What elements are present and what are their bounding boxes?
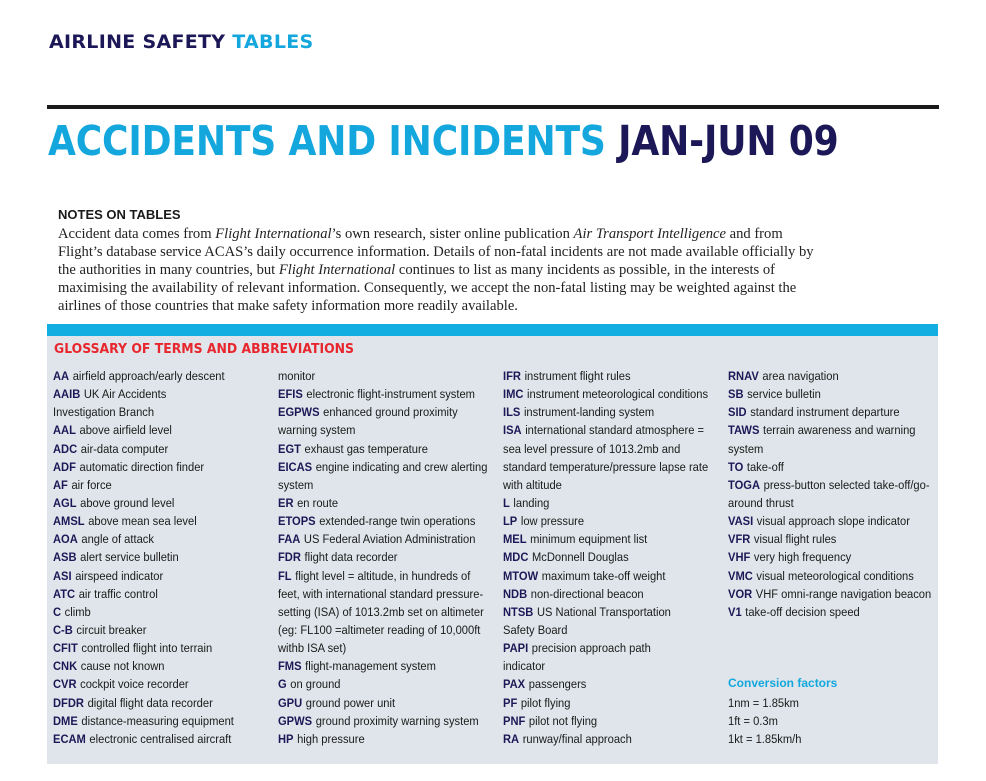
glossary-entry	[278, 440, 485, 458]
glossary-abbreviation: PF	[503, 695, 518, 710]
glossary-entry	[278, 621, 485, 639]
glossary-entry	[53, 712, 260, 730]
glossary-entry	[278, 730, 485, 748]
glossary-definition: above mean sea level	[88, 514, 197, 529]
glossary-entry	[728, 512, 935, 530]
glossary-definition: (eg: FL100 =altimeter reading of 10,000ft	[278, 622, 481, 637]
glossary-entry	[278, 512, 485, 530]
glossary-abbreviation: SB	[728, 387, 744, 402]
glossary-definition: airspeed indicator	[75, 568, 164, 583]
glossary-abbreviation: MEL	[503, 532, 527, 547]
glossary-definition: airfield approach/early descent	[72, 369, 225, 383]
glossary-entry	[728, 403, 935, 421]
glossary-entry	[728, 530, 935, 548]
glossary-definition: passengers	[528, 677, 587, 692]
glossary-entry	[278, 367, 485, 385]
glossary-entry	[53, 675, 260, 693]
glossary-definition: air traffic control	[78, 586, 158, 601]
glossary-entry	[503, 421, 710, 439]
glossary-abbreviation: GPU	[278, 695, 303, 710]
glossary-abbreviation: FAA	[278, 532, 301, 547]
glossary-abbreviation: FL	[278, 568, 292, 583]
glossary-entry	[503, 585, 710, 603]
glossary-abbreviation: ASB	[53, 550, 77, 565]
glossary-definition: pilot flying	[520, 695, 571, 710]
glossary-abbreviation: LP	[503, 514, 518, 529]
glossary-definition: above airfield level	[79, 423, 172, 438]
glossary-definition: air force	[71, 477, 112, 492]
glossary-abbreviation: HP	[278, 731, 294, 746]
glossary-entry	[503, 730, 710, 748]
glossary-entry	[728, 367, 935, 385]
glossary-entry	[53, 367, 260, 385]
glossary-entry	[728, 458, 935, 476]
glossary-definition: enhanced ground proximity	[323, 405, 458, 420]
glossary-definition: monitor	[278, 369, 316, 383]
glossary-entry	[278, 603, 485, 621]
glossary-entry	[728, 494, 935, 512]
glossary-definition: with altitude	[503, 477, 562, 492]
glossary-entry	[503, 458, 710, 476]
glossary-title: GLOSSARY OF TERMS AND ABBREVIATIONS	[54, 341, 354, 357]
glossary-abbreviation: EICAS	[278, 459, 313, 474]
glossary-abbreviation: RNAV	[728, 369, 759, 383]
glossary-entry	[278, 585, 485, 603]
glossary-entry	[503, 385, 710, 403]
glossary-definition: alert service bulletin	[80, 550, 179, 565]
glossary-definition: international standard atmosphere =	[525, 423, 705, 438]
glossary-definition: standard instrument departure	[750, 405, 900, 420]
glossary-abbreviation: AA	[53, 369, 70, 383]
glossary-definition: precision approach path	[531, 641, 651, 656]
glossary-definition: visual meteorological conditions	[756, 568, 914, 583]
section-tag-accent: TABLES	[232, 31, 314, 53]
glossary-entry	[278, 548, 485, 566]
glossary-abbreviation: IMC	[503, 387, 524, 402]
glossary-entry	[728, 440, 935, 458]
glossary-abbreviation: ER	[278, 495, 294, 510]
glossary-definition: flight-management system	[305, 659, 436, 674]
glossary-entry	[503, 621, 710, 639]
section-tag	[49, 31, 314, 53]
glossary-abbreviation: SID	[728, 405, 747, 420]
glossary-definition: automatic direction finder	[79, 459, 205, 474]
glossary-entry	[278, 494, 485, 512]
glossary-entry	[503, 548, 710, 566]
section-tag-dark: AIRLINE SAFETY	[49, 31, 226, 53]
glossary-definition: US Federal Aviation Administration	[303, 532, 476, 547]
glossary-definition: circuit breaker	[76, 622, 147, 637]
glossary-abbreviation: VMC	[728, 568, 753, 583]
glossary-column-3	[503, 367, 733, 748]
glossary-entry	[278, 421, 485, 439]
glossary-abbreviation: RA	[503, 731, 520, 746]
glossary-definition: above ground level	[80, 495, 175, 510]
glossary-entry	[728, 421, 935, 439]
glossary-entry	[53, 548, 260, 566]
glossary-definition: feet, with international standard pressure-	[278, 586, 484, 601]
glossary-entry	[503, 530, 710, 548]
glossary-definition: very high frequency	[753, 550, 852, 565]
glossary-definition: exhaust gas temperature	[304, 441, 428, 456]
glossary-abbreviation: DFDR	[53, 695, 84, 710]
glossary-entry	[278, 694, 485, 712]
glossary-definition: instrument flight rules	[524, 369, 631, 383]
glossary-entry	[728, 385, 935, 403]
glossary-entry	[503, 694, 710, 712]
glossary-column-2	[278, 367, 508, 748]
glossary-abbreviation: IFR	[503, 369, 521, 383]
glossary-abbreviation: ECAM	[53, 731, 86, 746]
glossary-abbreviation: AAIB	[53, 387, 81, 402]
conversion-line: 1nm = 1.85km	[728, 696, 799, 710]
conversion-list	[728, 694, 810, 748]
glossary-entry	[728, 476, 935, 494]
glossary-entry	[503, 476, 710, 494]
glossary-definition: UK Air Accidents	[83, 387, 167, 402]
glossary-definition: indicator	[503, 659, 546, 674]
glossary-abbreviation: MDC	[503, 550, 529, 565]
glossary-definition: minimum equipment list	[530, 532, 648, 547]
notes-text-3: and from Flight’s database service ACAS’s daily occurrence information. Details of non-fatal incidents are not made available officially by the authorities in many countries, but	[58, 226, 814, 279]
glossary-abbreviation: MTOW	[503, 568, 539, 583]
glossary-abbreviation: TOGA	[728, 477, 761, 492]
glossary-abbreviation: ASI	[53, 568, 72, 583]
glossary-abbreviation: EGT	[278, 441, 301, 456]
glossary-entry	[53, 512, 260, 530]
glossary-abbreviation: AAL	[53, 423, 76, 438]
glossary-entry	[53, 621, 260, 639]
glossary-definition: air-data computer	[80, 441, 169, 456]
glossary-definition: system	[278, 477, 314, 492]
glossary-column-4	[728, 367, 958, 621]
notes-italic-1: Flight International	[215, 226, 332, 242]
glossary-entry	[53, 530, 260, 548]
glossary-abbreviation: VASI	[728, 514, 754, 529]
glossary-entry	[503, 512, 710, 530]
glossary-definition: visual approach slope indicator	[756, 514, 910, 529]
glossary-abbreviation: AF	[53, 477, 68, 492]
glossary-entry	[53, 458, 260, 476]
notes-text-2: ’s own research, sister online publication	[331, 226, 574, 242]
glossary-entry	[53, 440, 260, 458]
glossary-entry	[503, 367, 710, 385]
glossary-definition: take-off	[746, 459, 784, 474]
glossary-entry	[278, 385, 485, 403]
glossary-entry	[278, 476, 485, 494]
glossary-definition: flight level = altitude, in hundreds of	[295, 568, 471, 583]
glossary-entry	[278, 403, 485, 421]
glossary-entry	[53, 494, 260, 512]
glossary-entry	[53, 476, 260, 494]
glossary-entry	[53, 603, 260, 621]
glossary-entry	[53, 585, 260, 603]
glossary-definition: instrument-landing system	[523, 405, 655, 420]
glossary-definition: low pressure	[520, 514, 585, 529]
glossary-entry	[53, 385, 260, 403]
glossary-entry	[53, 639, 260, 657]
notes-title: NOTES ON TABLES	[58, 207, 181, 222]
glossary-entry	[278, 458, 488, 476]
glossary-abbreviation: C	[53, 604, 62, 619]
notes-body	[58, 225, 828, 315]
glossary-entry	[278, 712, 485, 730]
glossary-definition: engine indicating and crew alerting	[315, 459, 488, 474]
glossary-definition: Safety Board	[503, 622, 568, 637]
glossary-entry	[503, 657, 710, 675]
glossary-entry	[53, 567, 260, 585]
glossary-definition: non-directional beacon	[530, 586, 644, 601]
glossary-abbreviation: PAPI	[503, 641, 529, 656]
glossary-definition: distance-measuring equipment	[81, 713, 234, 728]
glossary-definition: cause not known	[80, 659, 165, 674]
glossary-abbreviation: ISA	[503, 423, 522, 438]
glossary-definition: warning system	[278, 423, 356, 438]
glossary-entry	[53, 657, 260, 675]
glossary-abbreviation: TAWS	[728, 423, 760, 438]
glossary-entry	[503, 494, 710, 512]
conversion-line: 1ft = 0.3m	[728, 714, 778, 729]
glossary-definition: electronic centralised aircraft	[89, 731, 232, 746]
glossary-entry	[503, 567, 710, 585]
glossary-definition: take-off decision speed	[745, 604, 860, 619]
glossary-abbreviation: VOR	[728, 586, 753, 601]
glossary-definition: setting (ISA) of 1013.2mb set on altimeter	[278, 604, 484, 619]
glossary-definition: high pressure	[297, 731, 365, 746]
glossary-definition: digital flight data recorder	[87, 695, 213, 710]
glossary-definition: extended-range twin operations	[319, 514, 476, 529]
glossary-abbreviation: L	[503, 495, 510, 510]
glossary-definition: US National Transportation	[536, 604, 671, 619]
title-dark: JAN-JUN 09	[618, 117, 839, 165]
glossary-entry	[728, 548, 935, 566]
notes-text-4: continues to list as many incidents as possible, in the interests of maximising the availability of relevant information. Consequently, we accept the non-fatal listing may be weighted against the airlines of those countries that make safety information more readily available.	[58, 262, 797, 315]
glossary-definition: standard temperature/pressure lapse rate	[503, 459, 709, 474]
glossary-definition: system	[728, 441, 764, 456]
glossary-abbreviation: CFIT	[53, 641, 78, 656]
glossary-abbreviation: ADF	[53, 459, 76, 474]
glossary-entry	[728, 567, 935, 585]
glossary-abbreviation: AOA	[53, 532, 78, 547]
glossary-entry	[503, 675, 710, 693]
glossary-abbreviation: PAX	[503, 677, 526, 692]
glossary-abbreviation: ATC	[53, 586, 76, 601]
glossary-abbreviation: EGPWS	[278, 405, 320, 420]
glossary-entry	[503, 440, 710, 458]
glossary-abbreviation: FDR	[278, 550, 301, 565]
glossary-entry	[503, 712, 710, 730]
glossary-definition: climb	[64, 604, 91, 619]
glossary-definition: pilot not flying	[528, 713, 598, 728]
glossary-definition: withb ISA set)	[278, 641, 347, 656]
notes-text-1: Accident data comes from	[58, 226, 216, 242]
glossary-definition: angle of attack	[81, 532, 154, 547]
glossary-abbreviation: GPWS	[278, 713, 313, 728]
glossary-abbreviation: VFR	[728, 532, 751, 547]
glossary-definition: visual flight rules	[753, 532, 837, 547]
page-title	[48, 117, 839, 165]
glossary-abbreviation: VHF	[728, 550, 751, 565]
glossary-definition: area navigation	[762, 369, 839, 383]
glossary-definition: cockpit voice recorder	[80, 677, 189, 692]
glossary-entry	[503, 403, 710, 421]
glossary-entry	[53, 403, 260, 421]
conversion-line: 1kt = 1.85km/h	[728, 732, 802, 747]
glossary-definition: Investigation Branch	[53, 405, 155, 420]
glossary-definition: sea level pressure of 1013.2mb and	[503, 441, 681, 456]
glossary-abbreviation: ADC	[53, 441, 78, 456]
glossary-definition: flight data recorder	[304, 550, 398, 565]
glossary-abbreviation: AGL	[53, 495, 77, 510]
glossary-definition: press-button selected take-off/go-	[763, 477, 930, 492]
glossary-entry	[503, 603, 710, 621]
glossary-definition: McDonnell Douglas	[531, 550, 629, 565]
glossary-definition: around thrust	[728, 495, 794, 510]
notes-italic-2: Air Transport Intelligence	[573, 226, 726, 242]
glossary-entry	[278, 657, 485, 675]
header-rule	[47, 105, 939, 109]
glossary-abbreviation: EFIS	[278, 387, 303, 402]
glossary-entry	[53, 694, 260, 712]
conversion-title: Conversion factors	[728, 676, 838, 690]
glossary-abbreviation: V1	[728, 604, 742, 619]
glossary-abbreviation: AMSL	[53, 514, 85, 529]
glossary-definition: maximum take-off weight	[541, 568, 666, 583]
glossary-abbreviation: TO	[728, 459, 744, 474]
glossary-definition: en route	[297, 495, 339, 510]
glossary-definition: controlled flight into terrain	[81, 641, 213, 656]
glossary-abbreviation: PNF	[503, 713, 526, 728]
glossary-definition: runway/final approach	[522, 731, 632, 746]
glossary-definition: ground power unit	[305, 695, 396, 710]
glossary-abbreviation: CVR	[53, 677, 77, 692]
glossary-entry	[278, 639, 485, 657]
glossary-definition: terrain awareness and warning	[762, 423, 916, 438]
glossary-definition: instrument meteorological conditions	[527, 387, 709, 402]
glossary-definition: ground proximity warning system	[315, 713, 479, 728]
glossary-entry	[53, 421, 260, 439]
glossary-entry	[53, 730, 260, 748]
glossary-top-bar	[47, 324, 938, 336]
glossary-entry	[278, 675, 485, 693]
glossary-abbreviation: G	[278, 677, 287, 692]
glossary-abbreviation: NTSB	[503, 604, 534, 619]
glossary-definition: landing	[513, 495, 550, 510]
glossary-definition: VHF omni-range navigation beacon	[755, 586, 932, 601]
glossary-column-1	[53, 367, 283, 748]
glossary-definition: on ground	[290, 677, 341, 692]
glossary-abbreviation: DME	[53, 713, 78, 728]
glossary-entry	[728, 585, 935, 603]
glossary-entry	[728, 603, 935, 621]
glossary-abbreviation: C-B	[53, 622, 73, 637]
glossary-abbreviation: CNK	[53, 659, 78, 674]
glossary-abbreviation: FMS	[278, 659, 302, 674]
glossary-definition: electronic flight-instrument system	[306, 387, 475, 402]
glossary-abbreviation: ETOPS	[278, 514, 316, 529]
glossary-entry	[278, 567, 485, 585]
notes-italic-3: Flight International	[278, 262, 396, 279]
glossary-entry	[503, 639, 710, 657]
glossary-abbreviation: ILS	[503, 405, 521, 420]
title-accent: ACCIDENTS AND INCIDENTS	[48, 117, 606, 165]
glossary-definition: service bulletin	[747, 387, 821, 402]
glossary-abbreviation: NDB	[503, 586, 528, 601]
glossary-entry	[278, 530, 485, 548]
